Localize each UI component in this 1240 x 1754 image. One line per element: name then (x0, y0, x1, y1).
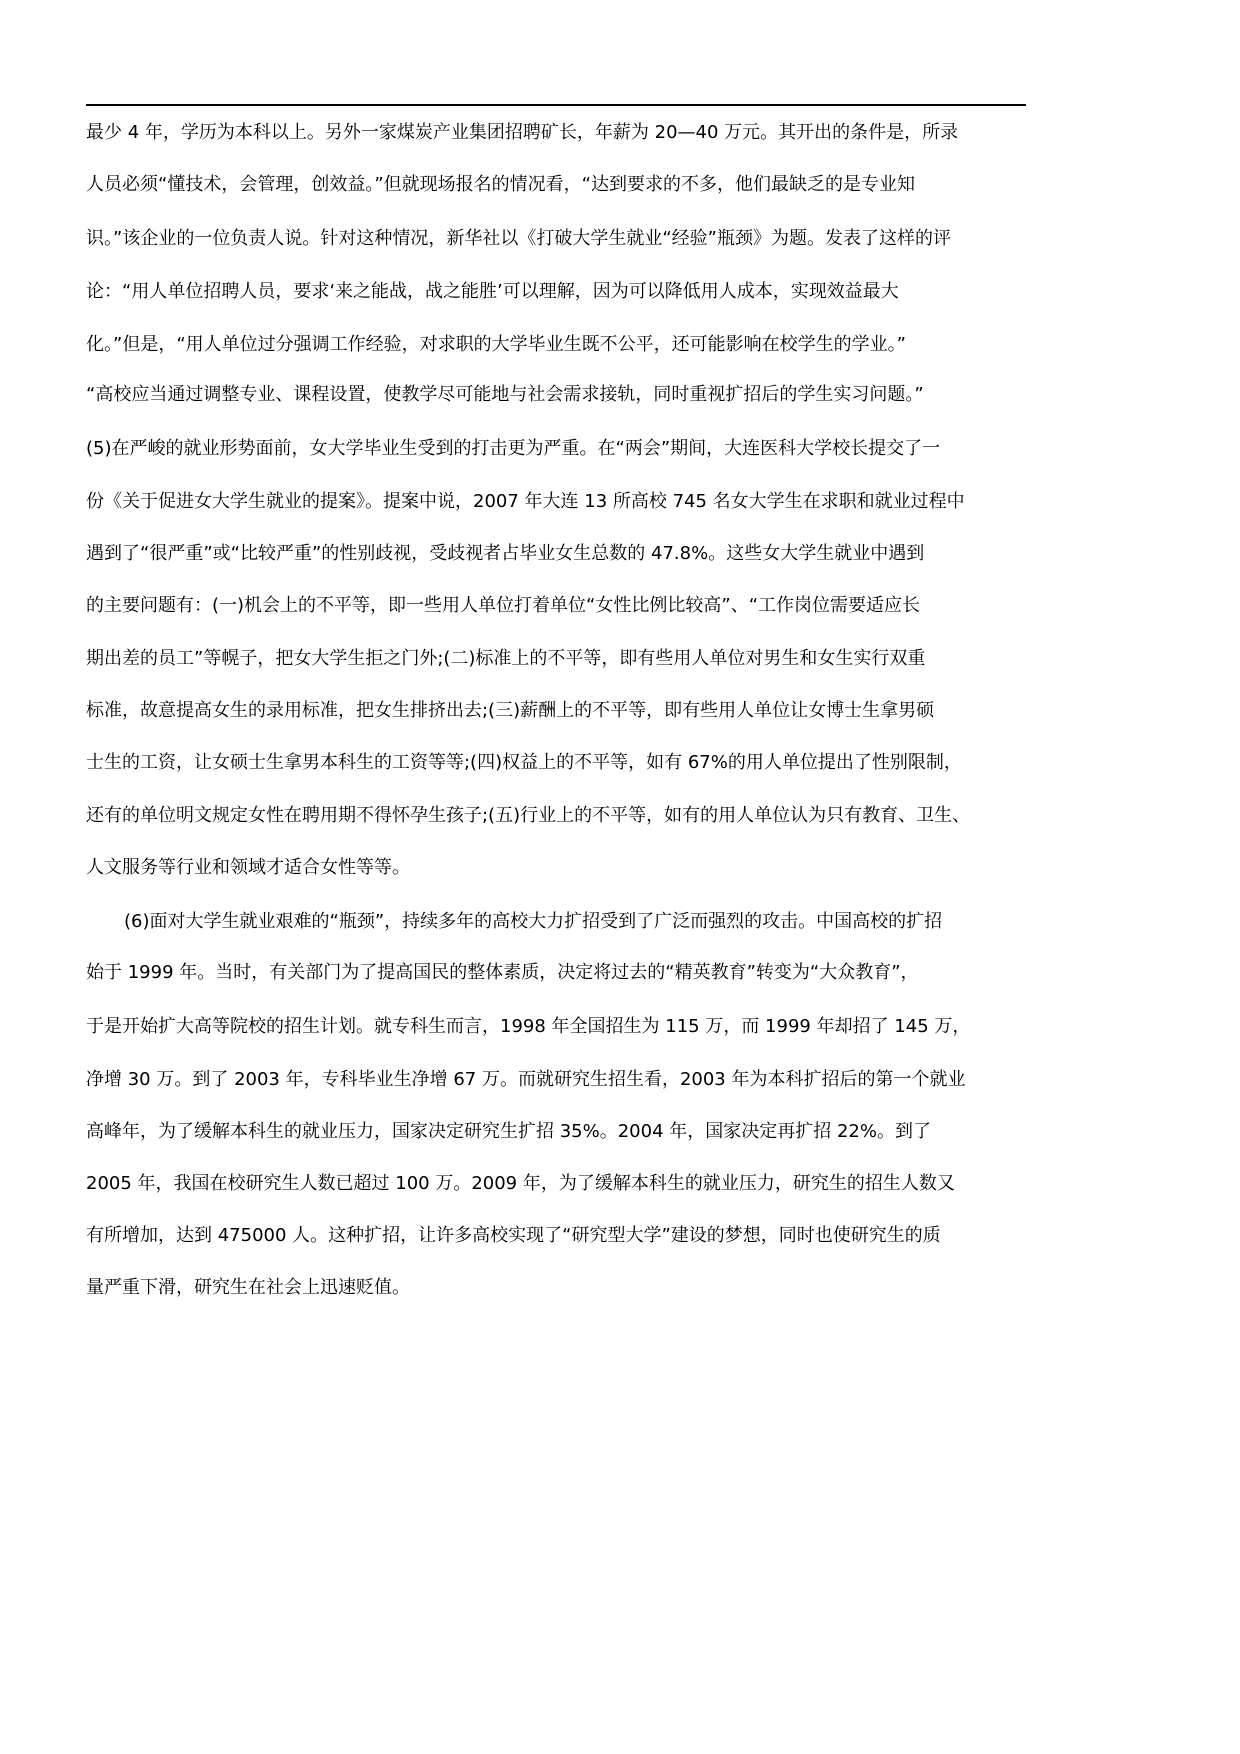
text-line: 有所增加，达到 475000 人。这种扩招，让许多高校实现了“研究型大学”建设的梦想，同时也使研究生的质 (86, 1225, 941, 1246)
text-line: 识。”该企业的一位负责人说。针对这种情况，新华社以《打破大学生就业“经验”瓶颈》为题。发表了这样的评 (86, 228, 951, 249)
text-line: 高峰年，为了缓解本科生的就业压力，国家决定研究生扩招 35%。2004 年，国家决定再扩招 22%。到了 (86, 1121, 931, 1142)
text-line: 于是开始扩大高等院校的招生计划。就专科生而言，1998 年全国招生为 115 万，而 1999 年却招了 145 万， (86, 1016, 971, 1037)
text-line: 期出差的员工”等幌子，把女大学生拒之门外;(二)标准上的不平等，即有些用人单位对男生和女生实行双重 (86, 648, 926, 669)
text-line: 还有的单位明文规定女性在聘用期不得怀孕生孩子;(五)行业上的不平等，如有的用人单位认为只有教育、卫生、 (86, 805, 971, 826)
header-rule (86, 104, 1026, 106)
text-line: 2005 年，我国在校研究生人数已超过 100 万。2009 年，为了缓解本科生的就业压力，研究生的招生人数又 (86, 1173, 955, 1194)
text-line: 人文服务等行业和领域才适合女性等等。 (86, 857, 410, 878)
text-line: “高校应当通过调整专业、课程设置，使教学尽可能地与社会需求接轨，同时重视扩招后的学生实习问题。” (86, 384, 924, 405)
text-line: 化。”但是，“用人单位过分强调工作经验，对求职的大学毕业生既不公平，还可能影响在校学生的学业。” (86, 334, 906, 355)
text-line: 的主要问题有：(一)机会上的不平等，即一些用人单位打着单位“女性比例比较高”、“工作岗位需要适应长 (86, 595, 921, 616)
text-line: 遇到了“很严重”或“比较严重”的性别歧视，受歧视者占毕业女生总数的 47.8%。这些女大学生就业中遇到 (86, 543, 925, 564)
text-line: 净增 30 万。到了 2003 年，专科毕业生净增 67 万。而就研究生招生看，2003 年为本科扩招后的第一个就业 (86, 1069, 966, 1090)
text-line: (5)在严峻的就业形势面前，女大学毕业生受到的打击更为严重。在“两会”期间，大连医科大学校长提交了一 (86, 438, 941, 459)
text-line: 标准，故意提高女生的录用标准，把女生排挤出去;(三)薪酬上的不平等，即有些用人单位让女博士生拿男硕 (86, 700, 935, 721)
text-line: (6)面对大学生就业艰难的“瓶颈”，持续多年的高校大力扩招受到了广泛而强烈的攻击。中国高校的扩招 (124, 911, 943, 932)
text-line: 份《关于促进女大学生就业的提案》。提案中说，2007 年大连 13 所高校 745 名女大学生在求职和就业过程中 (86, 491, 965, 512)
text-line: 最少 4 年，学历为本科以上。另外一家煤炭产业集团招聘矿长，年薪为 20—40 万元。其开出的条件是，所录 (86, 122, 959, 143)
text-line: 量严重下滑，研究生在社会上迅速贬值。 (86, 1277, 410, 1298)
text-line: 始于 1999 年。当时，有关部门为了提高国民的整体素质，决定将过去的“精英教育”转变为“大众教育”， (86, 962, 919, 983)
text-line: 论：“用人单位招聘人员，要求‘来之能战，战之能胜’可以理解，因为可以降低用人成本，实现效益最大 (86, 281, 899, 302)
text-line: 人员必须“懂技术，会管理，创效益。”但就现场报名的情况看，“达到要求的不多，他们最缺乏的是专业知 (86, 174, 915, 195)
text-line: 士生的工资，让女硕士生拿男本科生的工资等等;(四)权益上的不平等，如有 67%的用人单位提出了性别限制， (86, 752, 962, 773)
